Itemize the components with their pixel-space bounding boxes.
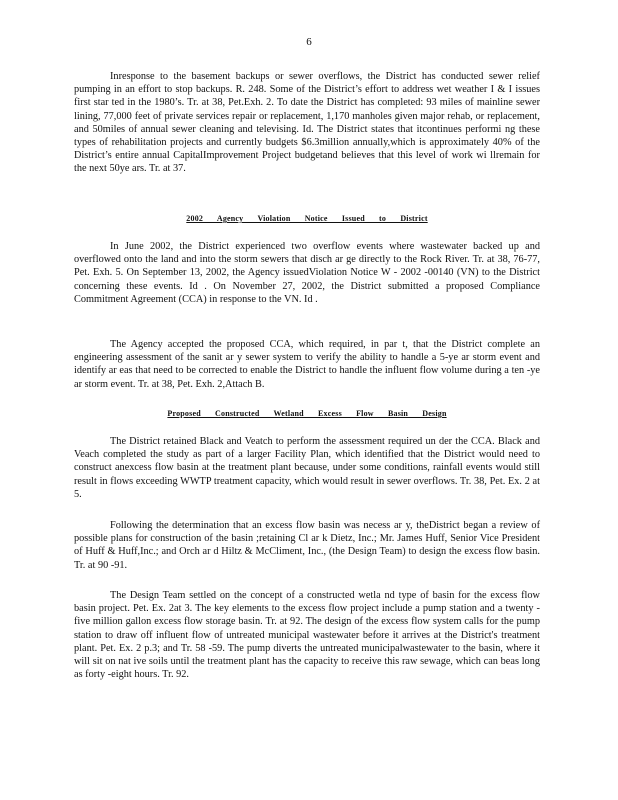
paragraph-cca-accepted: The Agency accepted the proposed CCA, which required, in par t, that the District complete an engineering assessment of the sanit ar y sewer system to verify the ability to handle a 5-ye ar storm event and identify ar eas that need to be corrected to enable the District to handle the influent flow volume during a ten -ye ar storm event. Tr. at 38, Pet. Exh. 2,Attach B. — [74, 339, 540, 390]
section-heading-basin-design: Proposed Constructed Wetland Excess Flow Basin Design — [167, 409, 447, 418]
paragraph-black-and-veatch: The District retained Black and Veatch to perform the assessment required un der the CCA. Black and Veach completed the study as part of a larger Facility Plan, which identified that the District would need to construct anexcess flow basin at the treatment plant because, under some conditions, rainfall events would still result in flows exceeding WWTP treatment capacity, which would result in sewer overflows. Tr. 38, Pet. Ex. 2 at 5. — [74, 436, 540, 500]
page-number: 6 — [306, 36, 312, 48]
paragraph-june-2002-overflow: In June 2002, the District experienced two overflow events where wastewater backed up and overflowed onto the land and into the storm sewers that disch ar ge directly to the Rock River. Tr. at 38, 76-77, Pet. Exh. 5. On September 13, 2002, the Agency issuedViolation Notice W - 2002 -00140 (VN) to the District concerning these events. Id . On November 27, 2002, the District submitted a proposed Compliance Commitment Agreement (CCA) in response to the VN. Id . — [74, 241, 540, 305]
section-heading-violation-notice: 2002 Agency Violation Notice Issued to District — [186, 214, 428, 223]
paragraph-wetland-basin-concept: The Design Team settled on the concept of a constructed wetla nd type of basin for the excess flow basin project. Pet. Ex. 2at 3. The key elements to the excess flow project include a pump station and a twenty -five million gallon excess flow storage basin. Tr. at 92. The design of the excess flow system calls for the pump station to draw off influent flow of untreated municipal wastewater before it arrives at the District's treatment plant. Pet. Ex. 2 p.3; and Tr. 58 -59. The pump diverts the untreated municipalwastewater to the basin, where it will sit on nat ive soils until the treatment plant has the capacity to receive this raw sewage, which can beas long as forty -eight hours. Tr. 92. — [74, 590, 540, 681]
paragraph-design-team-review: Following the determination that an excess flow basin was necess ar y, theDistrict began a review of possible plans for construction of the basin ;retaining Cl ar k Dietz, Inc.; Mr. James Huff, Senior Vice President of Huff & Huff,Inc.; and Orch ar d Hiltz & McCliment, Inc., (the Design Team) to design the excess flow basin. Tr. at 90 -91. — [74, 520, 540, 571]
paragraph-sewer-relief: Inresponse to the basement backups or sewer overflows, the District has conducted sewer relief pumping in an effort to stop backups. R. 248. Some of the District’s effort to address wet weather I & I issues first star ted in the 1980’s. Tr. at 38, Pet.Exh. 2. To date the District has completed: 93 miles of mainline sewer lining, 77,000 feet of private services repair or replacement, 1,170 manholes given major rehab, or replacement, and 50miles of annual sewer cleaning and televising. Id. The District states that itcontinues performi ng these types of rehabilitation projects and currently budgets $6.3million annually,which is approximately 40% of the District’s entire annual CapitalImprovement Project budgetand believes that this level of work wi llremain for the next 50ye ars. Tr. at 37. — [74, 71, 540, 175]
